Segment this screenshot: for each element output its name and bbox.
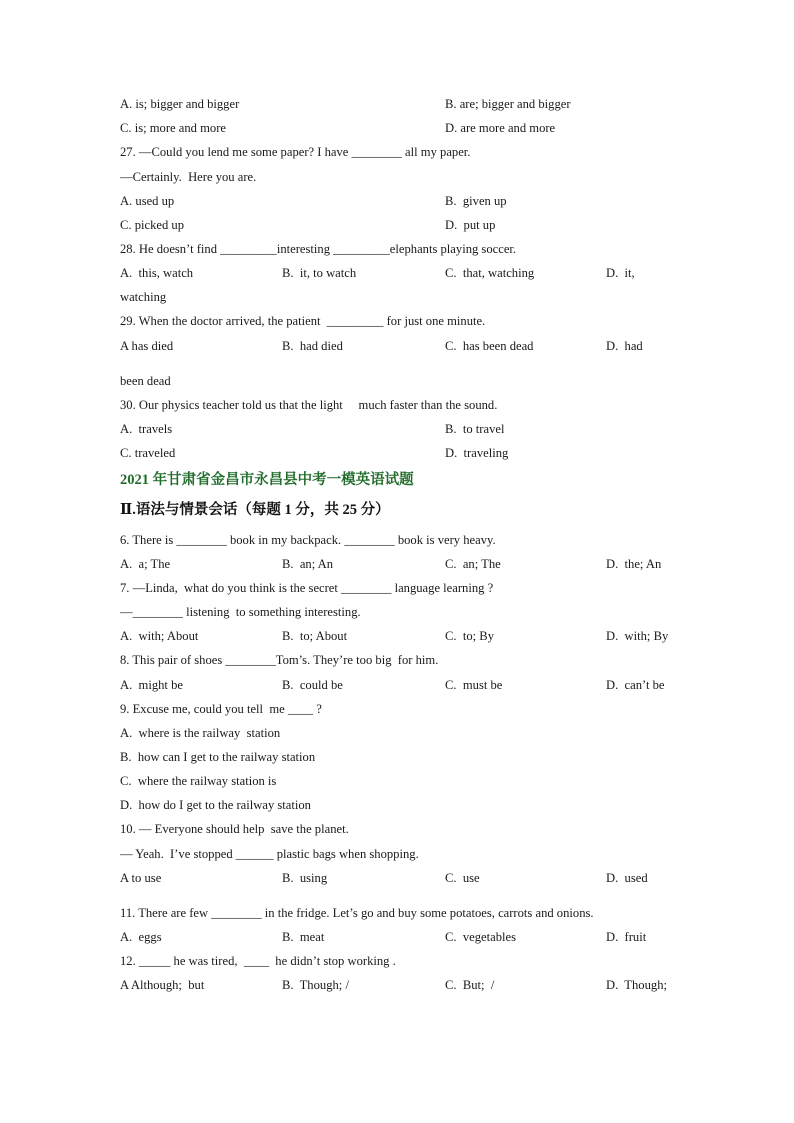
q28-option-d-continued: watching	[120, 290, 167, 304]
q12-stem: 12. _____ he was tired, ____ he didn’t stop working .	[120, 954, 396, 968]
section-title: Ⅱ.语法与情景会话（每题 1 分，共 25 分）	[120, 502, 390, 518]
q26-option-d: D. are more and more	[445, 121, 556, 135]
q26-option-b: B. are; bigger and bigger	[445, 97, 571, 111]
q7-reply: —________ listening to something interesting.	[120, 605, 361, 619]
q8-option-c: C. must be	[445, 678, 503, 692]
q30-stem: 30. Our physics teacher told us that the light much faster than the sound.	[120, 398, 498, 412]
q7-option-d: D. with; By	[606, 629, 669, 643]
q6-stem: 6. There is ________ book in my backpack. ________ book is very heavy.	[120, 533, 496, 547]
q6-option-a: A. a; The	[120, 557, 171, 571]
q10-stem: 10. — Everyone should help save the planet.	[120, 822, 349, 836]
q27-stem: 27. —Could you lend me some paper? I have ________ all my paper.	[120, 145, 471, 159]
q29-option-a: A has died	[120, 339, 174, 353]
q6-option-b: B. an; An	[282, 557, 334, 571]
q10-option-d: D. used	[606, 871, 648, 885]
q29-option-d: D. had	[606, 339, 643, 353]
q9-option-b: B. how can I get to the railway station	[120, 750, 316, 764]
q26-option-c: C. is; more and more	[120, 121, 226, 135]
q12-option-c: C. But; /	[445, 978, 495, 992]
exam-title: 2021 年甘肃省金昌市永昌县中考一模英语试题	[120, 472, 414, 488]
q12-option-d: D. Though;	[606, 978, 667, 992]
q27-option-c: C. picked up	[120, 218, 185, 232]
q8-stem: 8. This pair of shoes ________Tom’s. They’re too big for him.	[120, 653, 439, 667]
q29-option-d-continued: been dead	[120, 374, 171, 388]
q7-option-b: B. to; About	[282, 629, 348, 643]
q8-option-d: D. can’t be	[606, 678, 665, 692]
q9-option-d: D. how do I get to the railway station	[120, 798, 311, 812]
q12-option-b: B. Though; /	[282, 978, 349, 992]
q27-option-a: A. used up	[120, 194, 175, 208]
q26-option-a: A. is; bigger and bigger	[120, 97, 240, 111]
q30-option-b: B. to travel	[445, 422, 505, 436]
q30-option-a: A. travels	[120, 422, 173, 436]
q7-option-a: A. with; About	[120, 629, 199, 643]
q8-option-a: A. might be	[120, 678, 183, 692]
q10-option-a: A to use	[120, 871, 162, 885]
q27-option-b: B. given up	[445, 194, 507, 208]
q12-option-a: A Although; but	[120, 978, 205, 992]
q11-option-c: C. vegetables	[445, 930, 516, 944]
q28-option-a: A. this, watch	[120, 266, 194, 280]
q11-option-a: A. eggs	[120, 930, 162, 944]
q30-option-c: C. traveled	[120, 446, 176, 460]
q6-option-d: D. the; An	[606, 557, 662, 571]
q30-option-d: D. traveling	[445, 446, 509, 460]
q9-stem: 9. Excuse me, could you tell me ____ ?	[120, 702, 322, 716]
q29-option-b: B. had died	[282, 339, 343, 353]
q10-reply: — Yeah. I’ve stopped ______ plastic bags when shopping.	[120, 847, 419, 861]
q6-option-c: C. an; The	[445, 557, 501, 571]
q11-option-b: B. meat	[282, 930, 325, 944]
q29-option-c: C. has been dead	[445, 339, 534, 353]
q9-option-c: C. where the railway station is	[120, 774, 277, 788]
q8-option-b: B. could be	[282, 678, 343, 692]
q10-option-b: B. using	[282, 871, 328, 885]
q29-stem: 29. When the doctor arrived, the patient _________ for just one minute.	[120, 314, 486, 328]
q10-option-c: C. use	[445, 871, 480, 885]
q11-stem: 11. There are few ________ in the fridge. Let’s go and buy some potatoes, carrots and onions.	[120, 906, 594, 920]
q7-stem: 7. —Linda, what do you think is the secret ________ language learning ?	[120, 581, 494, 595]
q28-option-d: D. it,	[606, 266, 635, 280]
q28-option-c: C. that, watching	[445, 266, 535, 280]
q9-option-a: A. where is the railway station	[120, 726, 281, 740]
q27-reply: —Certainly. Here you are.	[120, 170, 257, 184]
q27-option-d: D. put up	[445, 218, 496, 232]
q28-option-b: B. it, to watch	[282, 266, 357, 280]
q28-stem: 28. He doesn’t find _________interesting _________elephants playing soccer.	[120, 242, 517, 256]
q7-option-c: C. to; By	[445, 629, 494, 643]
q11-option-d: D. fruit	[606, 930, 647, 944]
